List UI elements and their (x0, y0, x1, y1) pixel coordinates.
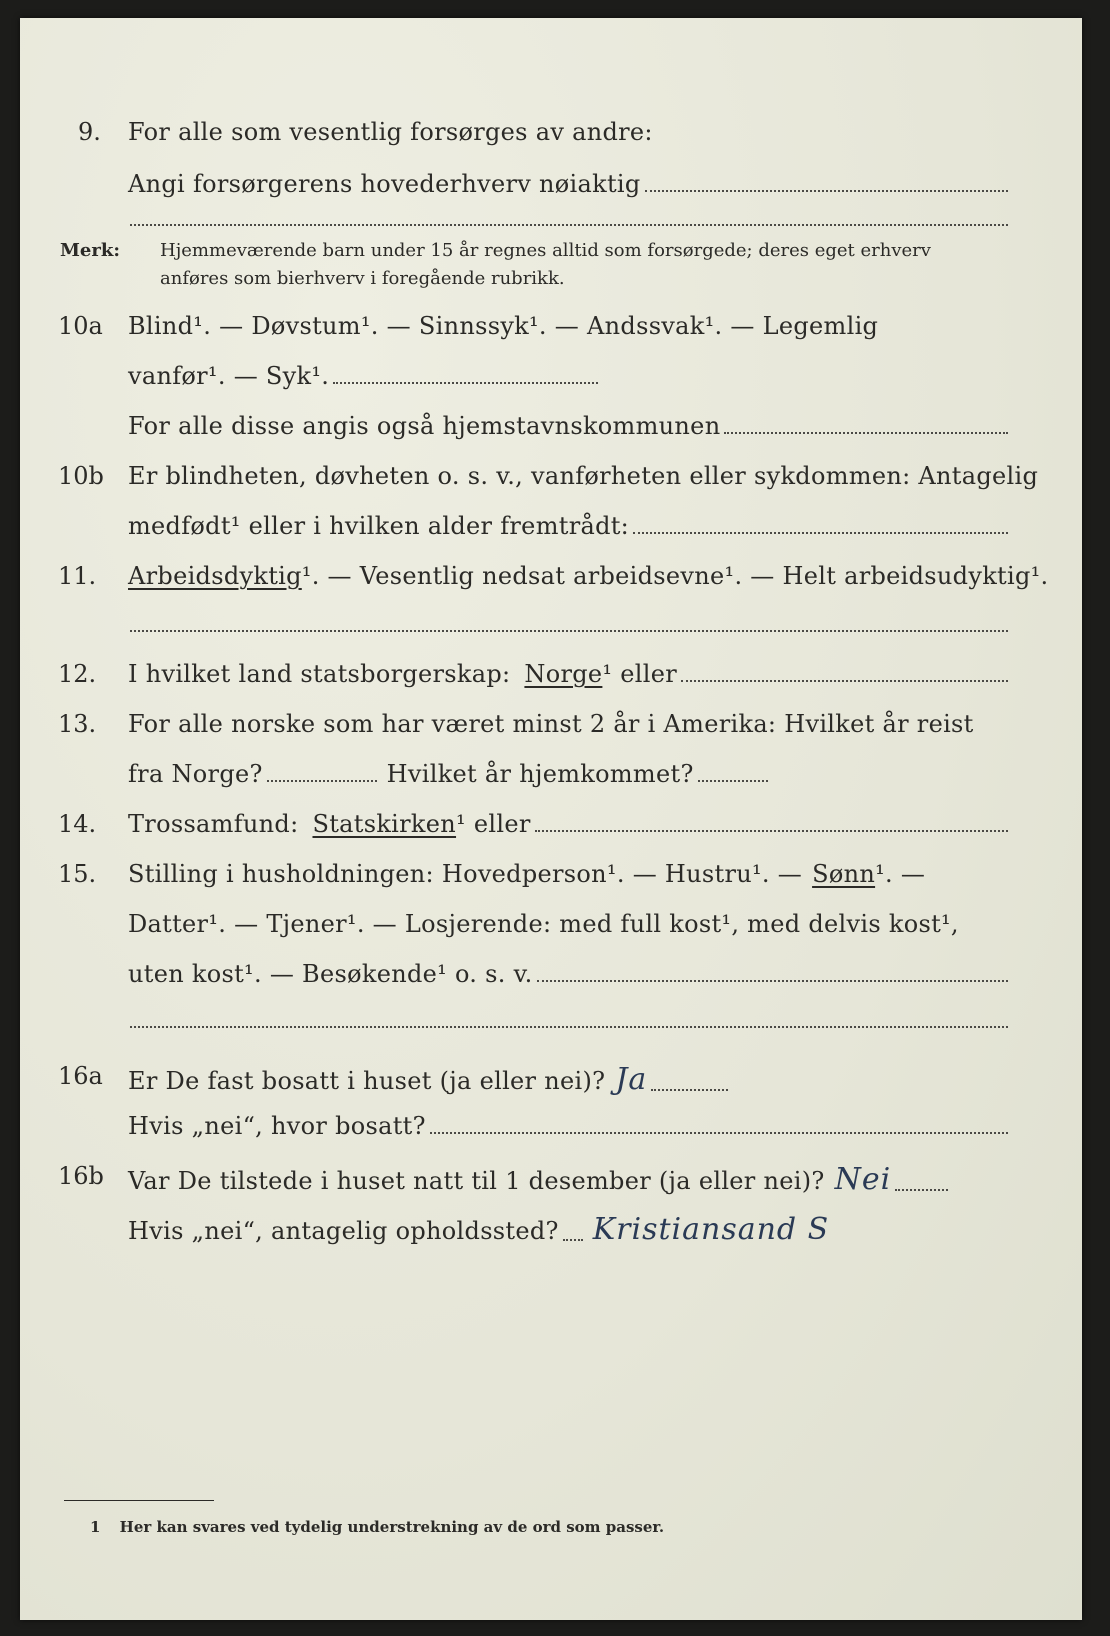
q16a-line1: Er De fast bosatt i huset (ja eller nei)? Ja (128, 1062, 728, 1097)
q16a-answer-line (651, 1088, 728, 1091)
q10a-number: 10a (58, 312, 103, 340)
q14-statskirken-option[interactable]: Statskirken (312, 810, 457, 838)
q16a-line2: Hvis „nei“, hvor bosatt? (128, 1112, 1008, 1140)
q11-extra-line[interactable] (130, 630, 1008, 632)
q13-reist-line[interactable] (267, 779, 377, 782)
q13-hjemkommet-line[interactable] (698, 779, 768, 782)
q10a-hjemstavn-line[interactable] (724, 431, 1008, 434)
q16b-lead-dots (563, 1238, 583, 1241)
q15-answer-line[interactable] (537, 979, 1008, 982)
q10b-line2: medfødt¹ eller i hvilken alder fremtrådt: (128, 512, 1008, 540)
q12-answer-line[interactable] (681, 679, 1008, 682)
q10b-number: 10b (58, 462, 104, 490)
q15-extra-line[interactable] (130, 1026, 1008, 1028)
q15-line1: Stilling i husholdningen: Hovedperson¹. — Hustru¹. — Sønn ¹. — (128, 860, 926, 888)
q15-sonn-option[interactable]: Sønn (812, 860, 876, 888)
q16b-line1: Var De tilstede i huset natt til 1 desember (ja eller nei)? Nei (128, 1162, 948, 1197)
q10a-line3: For alle disse angis også hjemstavnskommunen (128, 412, 1008, 440)
q9-line2: Angi forsørgerens hovederhverv nøiaktig (128, 170, 1008, 198)
q9-line1: For alle som vesentlig forsørges av andre: (128, 118, 653, 146)
footnote-text: Her kan svares ved tydelig understrekning av de ord som passer. (119, 1518, 665, 1536)
q14-answer-line[interactable] (535, 829, 1008, 832)
q16a-handwritten-answer[interactable]: Ja (615, 1062, 648, 1097)
q15-line2: Datter¹. — Tjener¹. — Losjerende: med full kost¹, med delvis kost¹, (128, 910, 959, 938)
footnote-rule (64, 1500, 214, 1501)
merk-line1: Hjemmeværende barn under 15 år regnes alltid som forsørgede; deres eget erhverv (160, 240, 931, 261)
census-form-page (20, 18, 1082, 1620)
q16b-number: 16b (58, 1162, 104, 1190)
q10a-line2: vanfør¹. — Syk¹. (128, 362, 598, 390)
q10b-line1: Er blindheten, døvheten o. s. v., vanførheten eller sykdommen: Antagelig (128, 462, 1039, 490)
q9-number: 9. (78, 118, 101, 146)
q13-line1: For alle norske som har været minst 2 år i Amerika: Hvilket år reist (128, 710, 974, 738)
q16b-handwritten-answer[interactable]: Nei (834, 1162, 892, 1197)
q11-line1: Arbeidsdyktig ¹. — Vesentlig nedsat arbeidsevne¹. — Helt arbeidsudyktig¹. (128, 562, 1049, 590)
footnote (90, 1518, 664, 1536)
q9-extra-line[interactable] (130, 224, 1008, 226)
q12-norge-option[interactable]: Norge (524, 660, 603, 688)
q16b-line2: Hvis „nei“, antagelig opholdssted? Kristiansand S (128, 1212, 830, 1247)
q9-answer-line[interactable] (645, 189, 1008, 192)
q12-number: 12. (58, 660, 97, 688)
q13-line2: fra Norge? Hvilket år hjemkommet? (128, 760, 768, 788)
q14-number: 14. (58, 810, 97, 838)
q16a-bosatt-line[interactable] (430, 1131, 1008, 1134)
q15-number: 15. (58, 860, 97, 888)
q10b-answer-line[interactable] (633, 531, 1008, 534)
q11-arbeidsdyktig-option[interactable]: Arbeidsdyktig (128, 562, 302, 590)
merk-label: Merk: (60, 240, 120, 261)
q14-line: Trossamfund: Statskirken ¹ eller (128, 810, 1008, 838)
q13-number: 13. (58, 710, 97, 738)
q15-line3: uten kost¹. — Besøkende¹ o. s. v. (128, 960, 1008, 988)
q10a-answer-line[interactable] (333, 381, 598, 384)
q16b-answer-line (895, 1188, 948, 1191)
q16a-number: 16a (58, 1062, 103, 1090)
q10a-line1: Blind¹. — Døvstum¹. — Sinnssyk¹. — Andssvak¹. — Legemlig (128, 312, 879, 340)
q11-number: 11. (58, 562, 97, 590)
q16b-handwritten-opholdssted[interactable]: Kristiansand S (592, 1212, 830, 1247)
q12-line: I hvilket land statsborgerskap: Norge ¹ eller (128, 660, 1008, 688)
footnote-mark: 1 (90, 1518, 101, 1536)
merk-line2: anføres som bierhverv i foregående rubrikk. (160, 268, 565, 289)
